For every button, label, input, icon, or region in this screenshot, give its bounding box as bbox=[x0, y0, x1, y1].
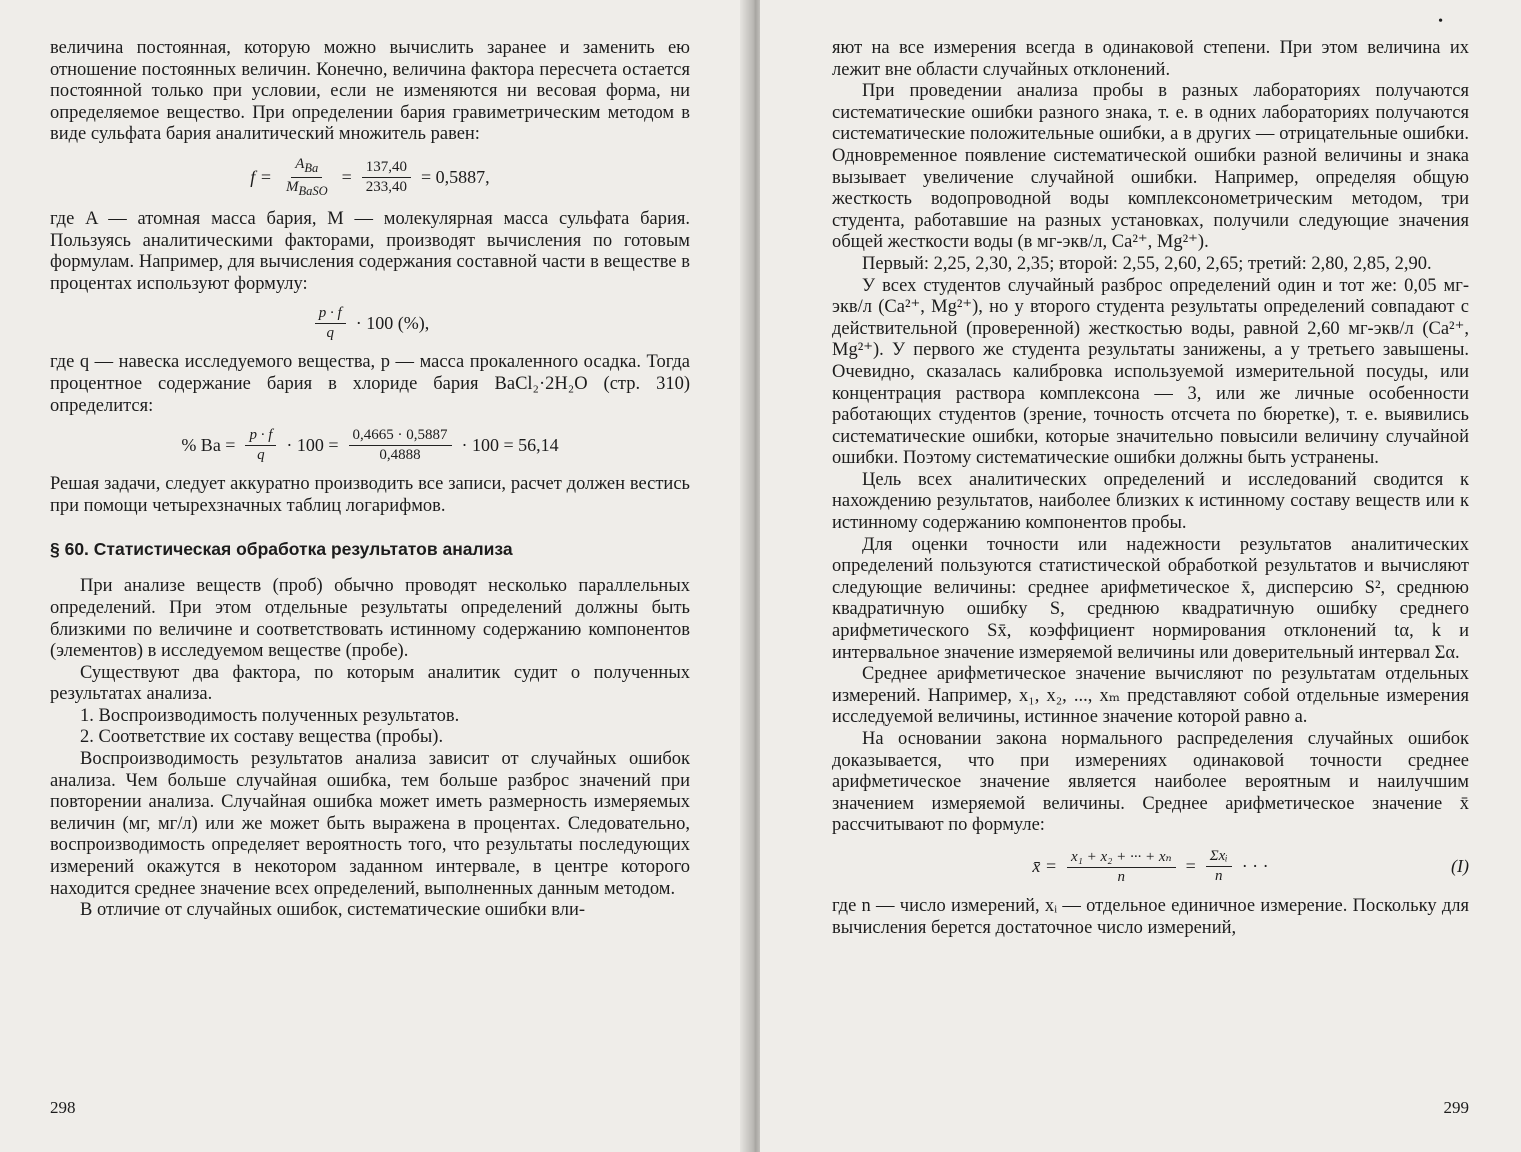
paragraph: Первый: 2,25, 2,30, 2,35; второй: 2,55, 2,60, 2,65; третий: 2,80, 2,85, 2,90. bbox=[862, 253, 1432, 274]
formula-result: = 0,5887, bbox=[421, 166, 490, 187]
list-item: 1. Воспроизводимость полученных результатов. bbox=[80, 705, 460, 726]
paragraph: где q — навеска исследуемого вещества, p — масса прокаленного осадка. Тогда процентное содержание бария в хлориде бария BaCl₂·2H₂O (стр. 310) определится: bbox=[50, 352, 690, 416]
formula-rest: · 100 (%), bbox=[355, 313, 430, 334]
formula-lhs: % Ba = bbox=[181, 435, 236, 456]
paragraph: Существуют два фактора, по которым аналитик судит о полученных результатах анализа. bbox=[50, 662, 690, 705]
list-item: 2. Соответствие их составу вещества (пробы). bbox=[80, 727, 444, 748]
paragraph: Среднее арифметическое значение вычисляют по результатам отдельных измерений. Например, x₁, x₂, ..., xₘ представляют собой отдельные измерения исследуемой величины, истинное значение которой равно a. bbox=[832, 664, 1469, 728]
formula-fraction: $\frac{p \cdot f}{q}$ bbox=[245, 427, 276, 464]
equation-number: (I) bbox=[1451, 855, 1469, 876]
section-heading: § 60. Статистическая обработка результатов анализа bbox=[50, 539, 513, 560]
formula-dots: · · · bbox=[1241, 855, 1269, 876]
formula-fraction: $\frac{A_{Ba}}{M_{BaSO}}$ bbox=[285, 155, 328, 198]
paragraph: На основании закона нормального распределения случайных ошибок доказывается, что при измерениях одинаковой точности среднее арифметическое значение является наиболее вероятным и наилучшим значением измеряемой величины. Среднее арифметическое значение x̄ рассчитывают по формуле: bbox=[832, 729, 1469, 836]
formula-analytic-factor bbox=[50, 156, 690, 199]
formula-fraction-values: $\frac{137,40}{233,40}$ bbox=[362, 159, 411, 196]
formula-eq: = bbox=[1185, 855, 1196, 876]
formula-fraction-values: $\frac{0,4665 \cdot 0,5887}{0,4888}$ bbox=[349, 427, 452, 464]
speck-mark: • bbox=[1438, 14, 1443, 29]
formula-arithmetic-mean bbox=[832, 847, 1469, 886]
formula-eq: = bbox=[341, 166, 352, 187]
page-number: 298 bbox=[50, 1098, 76, 1117]
formula-mid: · 100 = bbox=[286, 435, 339, 456]
paragraph: При проведении анализа пробы в разных лабораториях получаются систематические ошибки разного знака, т. е. в одних лабораториях получаются систематические положительные ошибки, а в других — отрицательные ошибки. Одновременное появление систематической ошибки разной величины и знака вызывает увеличение случайной ошибки. Например, определяя общую жесткость водопроводной воды комплексонометрическим методом, три студента, работавшие на разных установках, получили следующие значения общей жесткости воды (в мг-экв/л, Ca²⁺, Mg²⁺). bbox=[832, 81, 1469, 253]
paragraph: При анализе веществ (проб) обычно проводят несколько параллельных определений. При этом отдельные результаты определений должны быть близкими по величине и соответствовать истинному содержанию компонентов (элементов) в исследуемом веществе (пробе). bbox=[50, 576, 690, 662]
paragraph: В отличие от случайных ошибок, систематические ошибки вли- bbox=[80, 900, 586, 921]
paragraph: Для оценки точности или надежности результатов аналитических определений пользуются статистической обработкой результатов и вычисляют следующие величины: среднее арифметическое x̄, дисперсию S², среднюю квадратичную ошибку S, среднюю квадратичную ошибку среднего арифметического Sx̄, коэффициент нормирования отклонений tα, k и интервальное значение измеряемой величины или доверительный интервал Σα. bbox=[832, 534, 1469, 663]
formula-fraction: $\frac{p \cdot f}{q}$ bbox=[315, 305, 346, 342]
paragraph: где n — число измерений, xᵢ — отдельное единичное измерение. Поскольку для вычисления берется достаточное число измерений, bbox=[832, 895, 1469, 938]
paragraph: Воспроизводимость результатов анализа зависит от случайных ошибок анализа. Чем больше случайная ошибка, тем больше разброс значений при повторении анализа. Случайная ошибка может иметь размерность измеряемых величин (мг, мг/л) или же может быть выражена в процентах. Следовательно, воспроизводимость определяет вероятность того, что результаты последующих измерений окажутся в некотором заданном интервале, в центре которого находится среднее значение всех определений, выполненных данным методом. bbox=[50, 749, 690, 899]
paragraph: где A — атомная масса бария, M — молекулярная масса сульфата бария. Пользуясь аналитическими факторами, производят вычисления по готовым формулам. Например, для вычисления содержания составной части в веществе в процентах используют формулу: bbox=[50, 208, 690, 294]
paragraph: Цель всех аналитических определений и исследований сводится к нахождению результатов, наиболее близких к истинному составу веществ или к истинному содержанию компонентов пробы. bbox=[832, 469, 1469, 534]
paragraph: яют на все измерения всегда в одинаковой степени. При этом величина их лежит вне области случайных отклонений. bbox=[832, 38, 1469, 80]
formula-barium-percent bbox=[50, 427, 690, 464]
formula-lhs: x̄ = bbox=[1032, 855, 1057, 876]
formula-fraction-sum: $\frac{\text{Σxᵢ}}{n}$ bbox=[1206, 848, 1232, 885]
right-page bbox=[760, 0, 1521, 1152]
page-number: 299 bbox=[1443, 1098, 1469, 1117]
formula-lhs: f = bbox=[250, 166, 272, 187]
left-page bbox=[0, 0, 750, 1152]
formula-rest: · 100 = 56,14 bbox=[461, 435, 559, 456]
formula-percent bbox=[50, 305, 690, 342]
paragraph: У всех студентов случайный разброс определений один и тот же: 0,05 мг-экв/л (Ca²⁺, Mg²⁺), но у второго студента результаты определений совпадают с действительной (проверенной) жесткостью воды, равной 2,60 мг-экв/л (Ca²⁺, Mg²⁺). У первого же студента результаты занижены, а у третьего завышены. Очевидно, сказалась калибровка используемой измерительной посуды, или концентрация раствора комплексона — 3, или же личные особенности работающих студентов (зрение, точность отсчета по бюретке), т. е. выявились систематические ошибки, которые значительно повысили величину случайной ошибки. Поэтому систематические ошибки должны быть устранены. bbox=[832, 275, 1469, 469]
paragraph: величина постоянная, которую можно вычислить заранее и заменить ею отношение постоянных величин. Конечно, величина фактора пересчета остается постоянной только при условии, если не изменяются ни весовая форма, ни определяемое вещество. При определении бария гравиметрическим методом в виде сульфата бария аналитический множитель равен: bbox=[50, 38, 690, 145]
paragraph: Решая задачи, следует аккуратно производить все записи, расчет должен вестись при помощи четырехзначных таблиц логарифмов. bbox=[50, 474, 690, 516]
formula-fraction: $\frac{\text{x₁ + x₂ + ··· + xₙ}}{n}$ bbox=[1067, 847, 1176, 886]
